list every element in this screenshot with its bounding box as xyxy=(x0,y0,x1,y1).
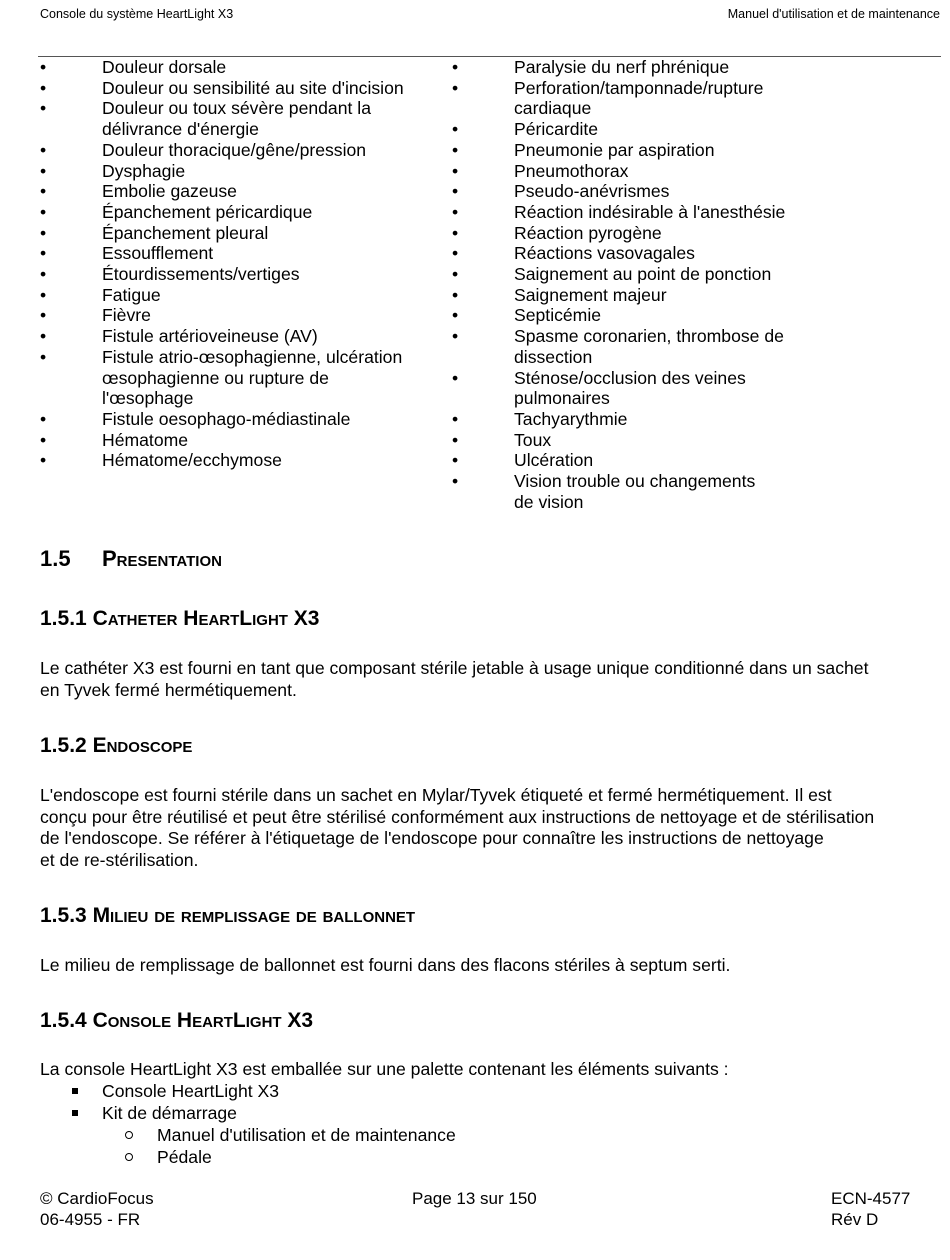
list-item xyxy=(40,57,440,78)
list-item-text: Ulcération xyxy=(514,450,594,471)
text-line: et de re-stérilisation. xyxy=(40,849,199,870)
list-item-text: Pédale xyxy=(157,1146,212,1167)
paragraph-balloon-fill xyxy=(40,955,945,977)
section-number: 1.5.2 xyxy=(40,734,87,757)
section-heading-1-5-3 xyxy=(40,904,415,928)
bullet-icon: • xyxy=(40,160,47,181)
list-item xyxy=(452,264,822,285)
list-item xyxy=(452,285,822,306)
list-item xyxy=(40,202,440,223)
list-item-text: Étourdissements/vertiges xyxy=(102,264,300,285)
square-bullet-icon xyxy=(72,1088,78,1094)
list-item-text: Douleur ou sensibilité au site d'incision xyxy=(102,77,404,98)
list-item-text: Douleur dorsale xyxy=(102,57,227,77)
footer-ecn: ECN-4577 xyxy=(831,1189,911,1208)
bullet-icon: • xyxy=(452,429,459,450)
bullet-icon: • xyxy=(452,57,459,77)
starter-kit-list xyxy=(125,1125,456,1168)
bullet-icon: • xyxy=(40,98,47,119)
header-document-title: Console du système HeartLight X3 xyxy=(40,7,234,21)
list-item-text: Tachyarythmie xyxy=(514,408,628,429)
bullet-icon: • xyxy=(40,346,47,367)
text-line: La console HeartLight X3 est emballée sur une palette contenant les éléments suivants : xyxy=(40,1059,729,1079)
list-item xyxy=(452,140,822,161)
list-item-text: Essoufflement xyxy=(102,243,214,264)
bullet-icon: • xyxy=(40,284,47,305)
list-item-text: Hématome xyxy=(102,429,189,450)
list-item-text: Dysphagie xyxy=(102,160,186,181)
list-item-text: Manuel d'utilisation et de maintenance xyxy=(157,1125,456,1145)
list-item-text: délivrance d'énergie xyxy=(102,119,259,140)
list-item xyxy=(40,78,440,99)
list-item xyxy=(40,243,440,264)
bullet-icon: • xyxy=(40,305,47,326)
list-item xyxy=(40,161,440,182)
text-line: Le milieu de remplissage de ballonnet est fourni dans des flacons stériles à septum serti. xyxy=(40,955,731,975)
bullet-icon: • xyxy=(40,222,47,243)
list-item-text: Douleur ou toux sévère pendant la xyxy=(102,98,371,119)
section-title: Console HeartLight X3 xyxy=(92,1009,314,1032)
text-line: en Tyvek fermé hermétiquement. xyxy=(40,679,297,700)
bullet-icon: • xyxy=(452,450,459,471)
list-item xyxy=(452,471,822,512)
bullet-icon: • xyxy=(452,201,459,222)
list-item xyxy=(452,223,822,244)
bullet-icon: • xyxy=(40,326,47,347)
bullet-icon: • xyxy=(452,77,459,98)
adverse-events-list-right xyxy=(452,57,822,512)
list-item xyxy=(452,119,822,140)
list-item xyxy=(72,1103,279,1125)
list-item xyxy=(40,305,440,326)
list-item xyxy=(452,181,822,202)
section-title: Milieu de remplissage de ballonnet xyxy=(92,904,416,927)
list-item xyxy=(40,347,440,409)
paragraph-endoscope xyxy=(40,785,945,871)
list-item xyxy=(40,140,440,161)
list-item xyxy=(452,243,822,264)
list-item-text: Pseudo-anévrismes xyxy=(514,181,670,202)
bullet-icon: • xyxy=(452,222,459,243)
section-heading-1-5 xyxy=(40,546,222,572)
section-title: Presentation xyxy=(102,546,222,571)
list-item-text: Vision trouble ou changements xyxy=(514,471,756,492)
list-item-text: Pneumothorax xyxy=(514,160,629,181)
list-item-text: Saignement majeur xyxy=(514,284,667,305)
list-item-text: Réactions vasovagales xyxy=(514,243,695,264)
bullet-icon: • xyxy=(452,326,459,347)
list-item-text: Spasme coronarien, thrombose de xyxy=(514,326,784,347)
footer-doc-number: 06-4955 - FR xyxy=(40,1209,141,1229)
list-item-text: Péricardite xyxy=(514,119,599,140)
list-item-text: pulmonaires xyxy=(514,388,610,409)
circle-bullet-icon xyxy=(125,1153,133,1161)
section-title: Catheter HeartLight X3 xyxy=(92,607,320,630)
list-item-text: Fièvre xyxy=(102,305,151,326)
list-item xyxy=(40,264,440,285)
bullet-icon: • xyxy=(40,139,47,160)
section-heading-1-5-4 xyxy=(40,1009,313,1033)
adverse-events-list-left xyxy=(40,57,440,471)
text-line: Le cathéter X3 est fourni en tant que composant stérile jetable à usage unique conditionné dans un sachet xyxy=(40,658,869,678)
console-contents-list xyxy=(72,1081,279,1124)
list-item-text: œsophagienne ou rupture de xyxy=(102,367,329,388)
bullet-icon: • xyxy=(40,264,47,285)
bullet-icon: • xyxy=(452,181,459,202)
header-manual-title: Manuel d'utilisation et de maintenance xyxy=(727,7,940,21)
footer-left xyxy=(40,1189,154,1230)
bullet-icon: • xyxy=(452,471,459,492)
list-item xyxy=(452,409,822,430)
bullet-icon: • xyxy=(40,57,47,77)
list-item xyxy=(40,98,440,139)
list-item-text: Embolie gazeuse xyxy=(102,181,237,202)
section-number: 1.5.1 xyxy=(40,607,87,630)
bullet-icon: • xyxy=(452,139,459,160)
list-item-text: Perforation/tamponnade/rupture xyxy=(514,77,764,98)
list-item xyxy=(40,430,440,451)
bullet-icon: • xyxy=(40,243,47,264)
bullet-icon: • xyxy=(452,160,459,181)
list-item-text: Sténose/occlusion des veines xyxy=(514,367,746,388)
bullet-icon: • xyxy=(40,429,47,450)
bullet-icon: • xyxy=(40,201,47,222)
list-item xyxy=(125,1125,456,1147)
list-item-text: Épanchement pleural xyxy=(102,222,269,243)
text-line: de l'endoscope. Se référer à l'étiquetage de l'endoscope pour connaître les instructions de nettoyage xyxy=(40,828,824,848)
bullet-icon: • xyxy=(40,408,47,429)
list-item-text: Toux xyxy=(514,429,552,450)
list-item xyxy=(452,305,822,326)
list-item xyxy=(125,1147,456,1169)
list-item-text: Réaction pyrogène xyxy=(514,222,662,243)
list-item xyxy=(452,57,822,78)
bullet-icon: • xyxy=(452,264,459,285)
bullet-icon: • xyxy=(452,284,459,305)
list-item xyxy=(452,161,822,182)
list-item xyxy=(72,1081,279,1103)
paragraph-catheter xyxy=(40,658,945,701)
list-item-text: Fistule atrio-œsophagienne, ulcération xyxy=(102,346,403,367)
bullet-icon: • xyxy=(452,367,459,388)
list-item-text: Paralysie du nerf phrénique xyxy=(514,57,730,77)
list-item xyxy=(452,78,822,119)
list-item xyxy=(40,181,440,202)
bullet-icon: • xyxy=(40,181,47,202)
section-number: 1.5.3 xyxy=(40,904,87,927)
footer-page-number: Page 13 sur 150 xyxy=(412,1189,537,1208)
text-line: L'endoscope est fourni stérile dans un sachet en Mylar/Tyvek étiqueté et fermé hermétiquement. Il est xyxy=(40,785,832,805)
list-item-text: Pneumonie par aspiration xyxy=(514,139,715,160)
list-item xyxy=(452,368,822,409)
list-item xyxy=(452,326,822,367)
list-item-text: dissection xyxy=(514,346,593,367)
section-title: Endoscope xyxy=(92,734,193,757)
list-item xyxy=(40,450,440,471)
bullet-icon: • xyxy=(40,77,47,98)
footer-right xyxy=(831,1189,910,1230)
list-item xyxy=(40,223,440,244)
list-item-text: Hématome/ecchymose xyxy=(102,450,282,471)
section-number: 1.5 xyxy=(40,546,71,571)
section-number: 1.5.4 xyxy=(40,1009,87,1032)
list-item-text: Fistule oesophago-médiastinale xyxy=(102,408,351,429)
list-item-text: Console HeartLight X3 xyxy=(102,1081,280,1101)
list-item xyxy=(452,450,822,471)
list-item-text: Douleur thoracique/gêne/pression xyxy=(102,139,367,160)
list-item-text: l'œsophage xyxy=(102,388,194,409)
list-item xyxy=(40,409,440,430)
section-heading-1-5-2 xyxy=(40,734,192,758)
square-bullet-icon xyxy=(72,1110,78,1116)
bullet-icon: • xyxy=(452,119,459,140)
bullet-icon: • xyxy=(452,305,459,326)
text-line: conçu pour être réutilisé et peut être stérilisé conformément aux instructions de nettoyage et de stérilisation xyxy=(40,806,875,827)
list-item-text: Kit de démarrage xyxy=(102,1102,237,1123)
list-item-text: cardiaque xyxy=(514,98,592,119)
bullet-icon: • xyxy=(452,408,459,429)
list-item-text: Fatigue xyxy=(102,284,161,305)
list-item xyxy=(452,202,822,223)
footer-copyright: © CardioFocus xyxy=(40,1189,154,1208)
bullet-icon: • xyxy=(40,450,47,471)
section-heading-1-5-1 xyxy=(40,607,319,631)
bullet-icon: • xyxy=(452,243,459,264)
list-item xyxy=(40,326,440,347)
list-item xyxy=(452,430,822,451)
paragraph-console xyxy=(40,1059,945,1081)
list-item-text: Septicémie xyxy=(514,305,602,326)
circle-bullet-icon xyxy=(125,1131,133,1139)
list-item-text: de vision xyxy=(514,491,584,512)
footer-revision: Rév D xyxy=(831,1209,879,1229)
list-item-text: Épanchement péricardique xyxy=(102,201,313,222)
list-item-text: Réaction indésirable à l'anesthésie xyxy=(514,201,786,222)
list-item-text: Fistule artérioveineuse (AV) xyxy=(102,326,318,347)
list-item-text: Saignement au point de ponction xyxy=(514,264,772,285)
list-item xyxy=(40,285,440,306)
